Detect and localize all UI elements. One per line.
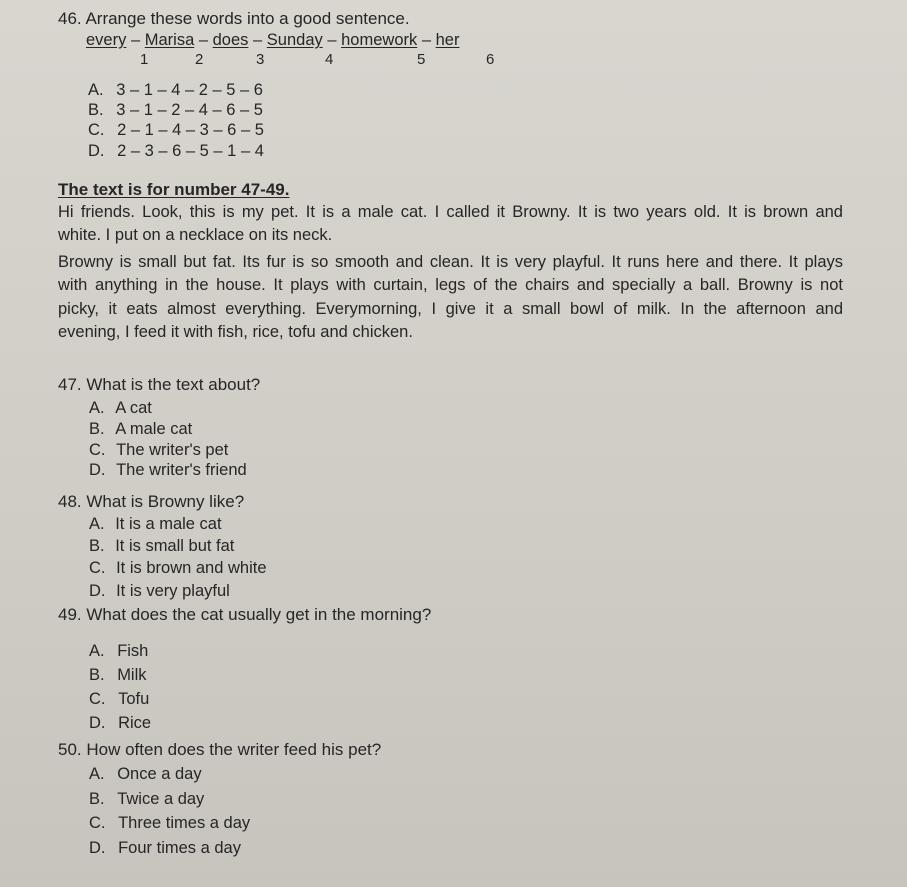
question-text: What does the cat usually get in the morning?: [86, 605, 432, 624]
option-50-d[interactable]: [89, 839, 241, 858]
option-text: 3 – 1 – 2 – 4 – 6 – 5: [116, 101, 263, 119]
option-text: The writer's pet: [116, 441, 229, 459]
question-text: Arrange these words into a good sentence.: [85, 9, 410, 28]
question-text: What is the text about?: [86, 375, 261, 394]
option-letter: A.: [89, 515, 105, 533]
option-letter: B.: [89, 790, 105, 808]
option-letter: C.: [88, 121, 105, 139]
option-46-b[interactable]: [88, 101, 263, 120]
option-48-b[interactable]: [89, 537, 234, 556]
option-47-d[interactable]: [89, 461, 247, 480]
word-number-5: 5: [417, 51, 426, 68]
option-text: 2 – 3 – 6 – 5 – 1 – 4: [117, 142, 264, 160]
option-letter: B.: [89, 666, 105, 684]
option-letter: A.: [88, 81, 104, 99]
option-letter: D.: [88, 142, 105, 160]
option-letter: B.: [88, 101, 104, 119]
option-46-d[interactable]: [88, 142, 264, 161]
option-text: 3 – 1 – 4 – 2 – 5 – 6: [116, 81, 263, 99]
option-48-d[interactable]: [89, 582, 230, 601]
option-47-c[interactable]: [89, 441, 228, 460]
option-text: It is brown and white: [116, 559, 267, 577]
question-text: How often does the writer feed his pet?: [86, 740, 382, 759]
option-text: 2 – 1 – 4 – 3 – 6 – 5: [117, 121, 264, 139]
reading-paragraph-2: [58, 251, 843, 345]
option-letter: C.: [89, 814, 106, 832]
question-number: 46.: [58, 9, 82, 28]
paragraph-line: picky, it eats almost everything. Everymorning, I give it a small bowl of milk. In the afternoon and: [58, 299, 843, 318]
word-3: does: [212, 31, 249, 49]
question-number: 48.: [58, 492, 82, 511]
option-text: Tofu: [118, 690, 150, 708]
question-50: [58, 740, 381, 760]
option-49-c[interactable]: [89, 690, 149, 709]
option-46-a[interactable]: [88, 81, 263, 100]
option-letter: C.: [89, 441, 106, 459]
word-number-2: 2: [195, 51, 204, 68]
option-text: A male cat: [115, 420, 193, 438]
question-48: [58, 492, 244, 512]
option-text: A cat: [115, 399, 152, 417]
word-5: homework: [341, 31, 418, 49]
option-text: Once a day: [117, 765, 202, 783]
paragraph-line: evening, I feed it with fish, rice, tofu and chicken.: [58, 323, 413, 342]
reading-heading: The text is for number 47-49.: [58, 180, 290, 199]
option-48-a[interactable]: [89, 515, 222, 534]
option-letter: C.: [89, 559, 106, 577]
reading-paragraph-1: [58, 201, 843, 248]
option-letter: D.: [89, 582, 106, 600]
option-letter: A.: [89, 399, 105, 417]
option-text: Fish: [117, 642, 149, 660]
option-47-b[interactable]: [89, 420, 192, 439]
word-separator: –: [253, 31, 263, 49]
option-text: Four times a day: [118, 839, 241, 857]
option-text: Rice: [118, 714, 152, 732]
question-number: 49.: [58, 605, 82, 624]
paragraph-line: with anything in the house. It plays with curtain, legs of the chairs and specially a ball. Browny is not: [58, 276, 843, 295]
option-text: It is small but fat: [115, 537, 235, 555]
option-50-c[interactable]: [89, 814, 250, 833]
option-50-b[interactable]: [89, 790, 204, 809]
question-49: [58, 605, 431, 625]
option-text: It is a male cat: [115, 515, 222, 533]
question-46: [58, 9, 410, 29]
question-47: [58, 375, 260, 395]
option-49-d[interactable]: [89, 714, 151, 733]
word-number-3: 3: [256, 51, 265, 68]
option-50-a[interactable]: [89, 765, 202, 784]
option-46-c[interactable]: [88, 121, 264, 140]
word-6: her: [435, 31, 460, 49]
paragraph-line: Browny is small but fat. Its fur is so smooth and clean. It is very playful. It runs here and there. It plays: [58, 253, 843, 271]
word-separator: –: [198, 31, 209, 49]
option-text: It is very playful: [116, 582, 230, 600]
word-4: Sunday: [266, 31, 323, 49]
option-text: Three times a day: [118, 814, 251, 832]
paragraph-line: white. I put on a necklace on its neck.: [58, 226, 333, 245]
paragraph-line: Hi friends. Look, this is my pet. It is a male cat. I called it Browny. It is two years old. It is brown and: [58, 203, 843, 221]
option-text: Milk: [117, 666, 147, 684]
option-text: The writer's friend: [116, 461, 247, 479]
option-49-a[interactable]: [89, 642, 148, 661]
word-separator: –: [327, 31, 337, 49]
option-letter: B.: [89, 420, 105, 438]
option-letter: C.: [89, 690, 106, 708]
word-separator: –: [130, 31, 141, 49]
question-number: 50.: [58, 740, 82, 759]
option-letter: A.: [89, 765, 105, 783]
word-1: every: [86, 31, 127, 49]
option-letter: D.: [89, 839, 106, 857]
word-separator: –: [421, 31, 432, 49]
option-letter: B.: [89, 537, 105, 555]
option-letter: A.: [89, 642, 105, 660]
option-49-b[interactable]: [89, 666, 147, 685]
option-47-a[interactable]: [89, 399, 152, 418]
word-number-4: 4: [325, 51, 334, 68]
option-48-c[interactable]: [89, 559, 267, 578]
word-number-1: 1: [140, 51, 149, 68]
question-text: What is Browny like?: [86, 492, 245, 511]
word-2: Marisa: [144, 31, 195, 49]
question-number: 47.: [58, 375, 82, 394]
option-letter: D.: [89, 461, 106, 479]
word-list: [86, 31, 459, 51]
word-number-6: 6: [486, 51, 495, 68]
option-letter: D.: [89, 714, 106, 732]
option-text: Twice a day: [117, 790, 205, 808]
